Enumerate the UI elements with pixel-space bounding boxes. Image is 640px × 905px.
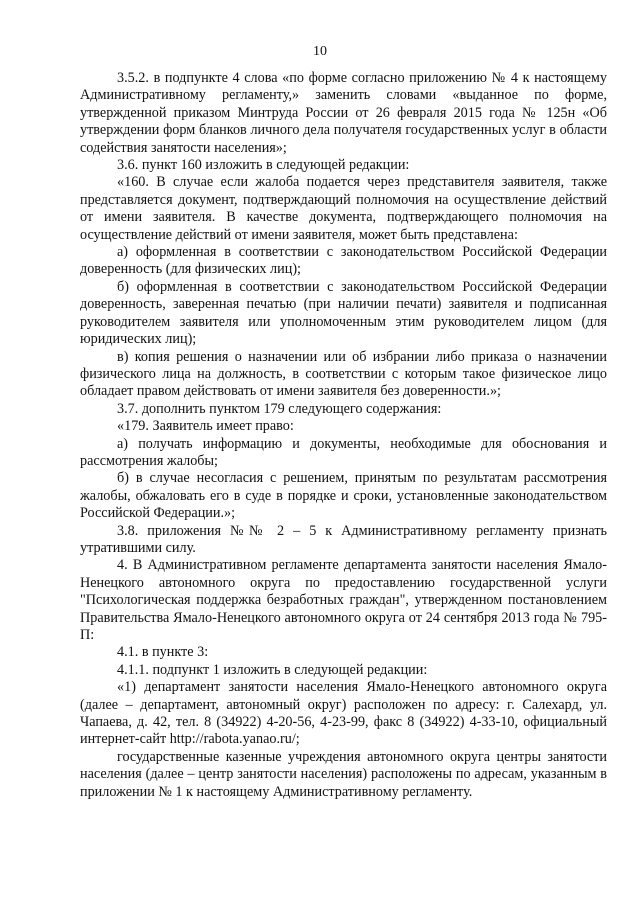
paragraph-3-8: 3.8. приложения №№ 2 – 5 к Административному регламенту признать утратившими силу.	[80, 522, 607, 556]
paragraph-1-department: «1) департамент занятости населения Ямало-Ненецкого автономного округа (далее – департамент, автономный округ) расположен по адресу: г. Салехард, ул. Чапаева, д. 42, тел. 8 (34922) 4-20-56, 4-23-99, факс 8 (34922) 4-33-10, официальный интернет-сайт http://rabota.yanao.ru/;	[80, 679, 607, 748]
paragraph-160: «160. В случае если жалоба подается через представителя заявителя, также представляется документ, подтверждающий полномочия на осуществление действий от имени заявителя. В качестве документа, подтверждающего полномочия на осуществление действий от имени заявителя, может быть представлена:	[80, 174, 607, 243]
paragraph-3-6: 3.6. пункт 160 изложить в следующей редакции:	[117, 157, 410, 174]
paragraph-4-1-1: 4.1.1. подпункт 1 изложить в следующей редакции:	[117, 661, 428, 678]
document-body	[80, 70, 607, 801]
paragraph-employment-centers: государственные казенные учреждения автономного округа центры занятости населения (далее – центр занятости населения) расположены по адресам, указанным в приложении № 1 к настоящему Административному регламенту.	[80, 748, 607, 800]
paragraph-179-a: а) получать информацию и документы, необходимые для обоснования и рассмотрения жалобы;	[80, 435, 607, 469]
paragraph-179-b: б) в случае несогласия с решением, принятым по результатам рассмотрения жалобы, обжаловать его в суде в порядке и сроки, установленные законодательством Российской Федерации.»;	[80, 470, 607, 522]
paragraph-160-a: а) оформленная в соответствии с законодательством Российской Федерации доверенность (для физических лиц);	[80, 244, 607, 278]
paragraph-160-b: б) оформленная в соответствии с законодательством Российской Федерации доверенность, заверенная печатью (при наличии печати) заявителя и подписанная руководителем заявителя или уполномоченным этим руководителем лицом (для юридических лиц);	[80, 278, 607, 348]
paragraph-4-1: 4.1. в пункте 3:	[117, 644, 209, 661]
paragraph-3-7: 3.7. дополнить пунктом 179 следующего содержания:	[117, 400, 442, 417]
paragraph-3-5-2: 3.5.2. в подпункте 4 слова «по форме согласно приложению № 4 к настоящему Административному регламенту,» заменить словами «выданное по форме, утвержденной приказом Минтруда России от 26 февраля 2015 года № 125н «Об утверждении форм бланков личного дела получателя государственных услуг в области содействия занятости населения»;	[80, 70, 607, 156]
paragraph-160-v: в) копия решения о назначении или об избрании либо приказа о назначении физического лица на должность, в соответствии с которым такое физическое лицо обладает правом действовать от имени заявителя без доверенности.»;	[80, 348, 607, 400]
paragraph-4: 4. В Административном регламенте департамента занятости населения Ямало-Ненецкого автономного округа по предоставлению государственной услуги "Психологическая поддержка безработных граждан", утвержденном постановлением Правительства Ямало-Ненецкого автономного округа от 24 сентября 2013 года № 795-П:	[80, 557, 607, 643]
page-number: 10	[313, 44, 327, 59]
paragraph-179: «179. Заявитель имеет право:	[117, 418, 294, 435]
